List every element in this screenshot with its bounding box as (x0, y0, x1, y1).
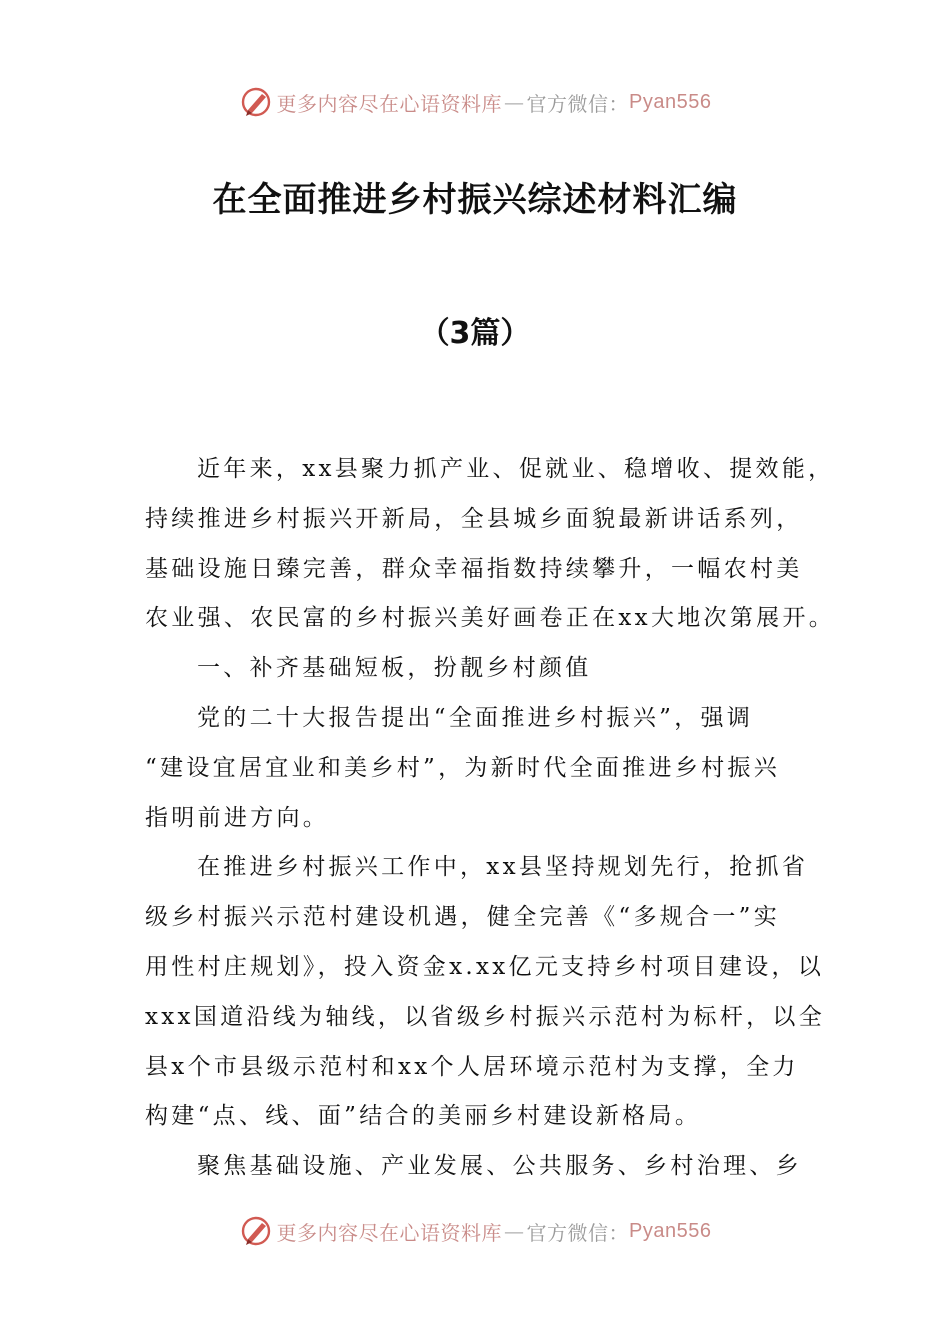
body-line: 农业强、农民富的乡村振兴美好画卷正在xx大地次第展开。 (145, 605, 836, 632)
footer-banner (0, 1211, 950, 1251)
body-line: 用性村庄规划》，投入资金x.xx亿元支持乡村项目建设，以 (145, 953, 825, 980)
body-line: 持续推进乡村振兴开新局，全县城乡面貌最新讲话系列， (145, 505, 803, 532)
banner-label: 官方微信： (526, 91, 630, 116)
body-line: “建设宜居宜业和美乡村”，为新时代全面推进乡村振兴 (145, 754, 781, 781)
banner-text: 更多内容尽在心语资料库 (276, 91, 503, 116)
body-line: 级乡村振兴示范村建设机遇，健全完善《“多规合一”实 (145, 904, 781, 931)
document-body (145, 445, 836, 1192)
body-line: 县x个市县级示范村和xx个人居环境示范村为支撑，全力 (145, 1053, 799, 1080)
body-line: 党的二十大报告提出“全面推进乡村振兴”，强调 (197, 704, 754, 731)
body-line: 聚焦基础设施、产业发展、公共服务、乡村治理、乡 (197, 1153, 802, 1180)
body-line: 基础设施日臻完善，群众幸福指数持续攀升，一幅农村美 (145, 555, 803, 582)
section-heading: 一、补齐基础短板，扮靓乡村颜值 (197, 655, 592, 682)
body-line: 构建“点、线、面”结合的美丽乡村建设新格局。 (145, 1103, 702, 1130)
banner-wechat-id: Pyan556 (629, 90, 712, 113)
body-line: 指明前进方向。 (145, 804, 330, 831)
banner-wechat-id: Pyan556 (629, 1219, 712, 1242)
banner-dash: — (504, 90, 525, 114)
document-subtitle: （3篇） (419, 316, 531, 351)
pen-logo-icon (239, 1214, 273, 1248)
pen-logo-icon (239, 85, 273, 119)
banner-text: 更多内容尽在心语资料库 (276, 1220, 503, 1245)
banner-label: 官方微信： (526, 1220, 630, 1245)
banner-dash: — (504, 1219, 525, 1243)
document-title: 在全面推进乡村振兴综述材料汇编 (212, 180, 738, 220)
body-line: 近年来，xx县聚力抓产业、促就业、稳增收、提效能， (197, 456, 835, 482)
body-line: 在推进乡村振兴工作中，xx县坚持规划先行，抢抓省 (197, 854, 809, 881)
body-line: xxx国道沿线为轴线，以省级乡村振兴示范村为标杆，以全 (145, 1003, 826, 1030)
header-banner (0, 82, 950, 122)
